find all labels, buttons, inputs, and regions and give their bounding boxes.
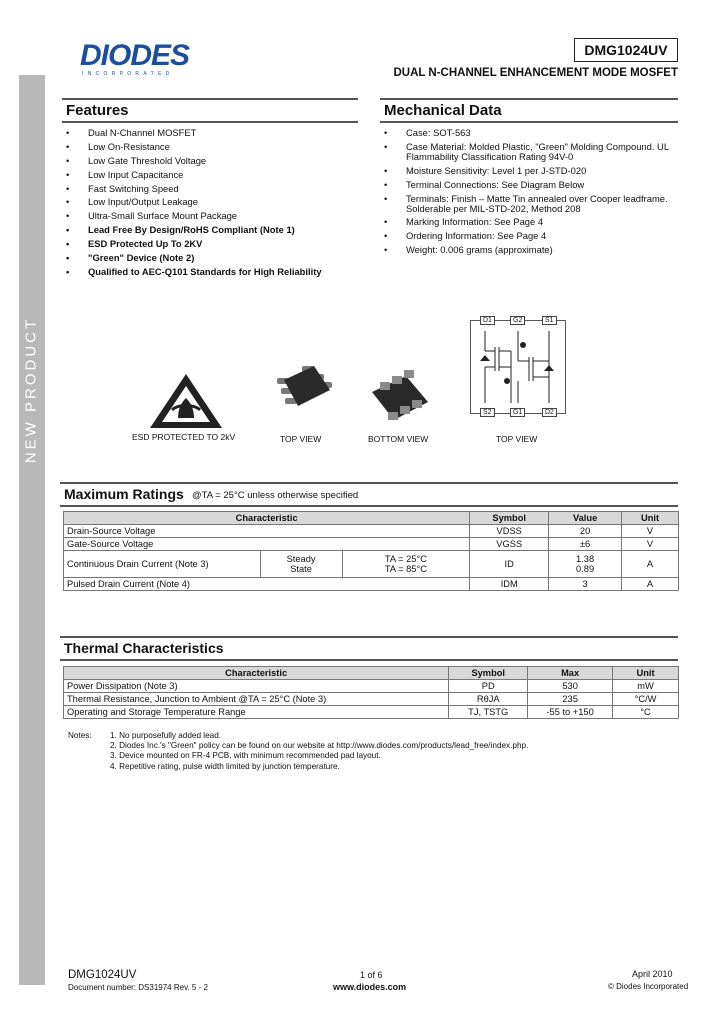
cell-value: 3 xyxy=(549,578,622,591)
state-line-1: Steady xyxy=(286,554,316,564)
feature-item: • Qualified to AEC-Q101 Standards for High Reliability xyxy=(66,267,366,277)
header-symbol: Symbol xyxy=(470,512,549,525)
mechanical-item: • Case Material: Molded Plastic, "Green" Molding Compound. UL Flammability Classification Rating 94V-0 xyxy=(384,142,684,162)
footer-document-number: Document number: DS31974 Rev. 5 - 2 xyxy=(68,983,208,992)
pin-label-s2: S2 xyxy=(480,408,495,417)
top-view-label: TOP VIEW xyxy=(280,434,322,444)
note-item: 3. Device mounted on FR-4 PCB, with minimum recommended pad layout. xyxy=(110,751,381,761)
mechanical-item: • Case: SOT-563 xyxy=(384,128,684,138)
table-header-row xyxy=(64,667,679,680)
cell-characteristic: Drain-Source Voltage xyxy=(64,525,470,538)
cell-unit: A xyxy=(622,578,679,591)
value-line-2: 0.89 xyxy=(576,564,595,574)
table-row xyxy=(64,578,679,591)
cell-characteristic: Continuous Drain Current (Note 3) xyxy=(64,551,261,578)
cell-symbol: PD xyxy=(449,680,528,693)
logo: DIODES xyxy=(80,39,190,72)
cell-symbol: ID xyxy=(470,551,549,578)
cell-unit: A xyxy=(622,551,679,578)
max-ratings-top-rule xyxy=(60,482,678,484)
cell-value: 235 xyxy=(528,693,613,706)
bottom-view-label: BOTTOM VIEW xyxy=(368,434,429,444)
cell-symbol: TJ, TSTG xyxy=(449,706,528,719)
footer-part-number: DMG1024UV xyxy=(68,969,137,981)
cell-value xyxy=(549,551,622,578)
cell-characteristic: Operating and Storage Temperature Range xyxy=(64,706,449,719)
feature-item: • Low Input Capacitance xyxy=(66,170,366,180)
table-header-row xyxy=(64,512,679,525)
table-row xyxy=(64,551,679,578)
sidebar-band xyxy=(19,75,45,985)
header-characteristic: Characteristic xyxy=(64,667,449,680)
feature-item: • Dual N-Channel MOSFET xyxy=(66,128,366,138)
pinout-schematic xyxy=(470,320,566,414)
esd-warning-icon xyxy=(148,372,224,432)
thermal-table xyxy=(63,666,679,719)
feature-item: • Low Input/Output Leakage xyxy=(66,197,366,207)
cell-characteristic: Thermal Resistance, Junction to Ambient @TA = 25°C (Note 3) xyxy=(64,693,449,706)
part-number-box: DMG1024UV xyxy=(574,38,678,62)
features-top-rule xyxy=(62,98,358,100)
header-value: Value xyxy=(549,512,622,525)
footer-page-number: 1 of 6 xyxy=(360,970,383,980)
cell-characteristic: Pulsed Drain Current (Note 4) xyxy=(64,578,470,591)
mechanical-item: • Ordering Information: See Page 4 xyxy=(384,231,684,241)
cell-value: 530 xyxy=(528,680,613,693)
feature-item: • Ultra-Small Surface Mount Package xyxy=(66,211,366,221)
table-row xyxy=(64,680,679,693)
cell-symbol: VDSS xyxy=(470,525,549,538)
esd-label: ESD PROTECTED TO 2kV xyxy=(132,432,236,442)
logo-subtext: INCORPORATED xyxy=(82,71,174,77)
pin-label-g1: G1 xyxy=(510,408,525,417)
pin-label-d2: D2 xyxy=(542,408,557,417)
mechanical-heading: Mechanical Data xyxy=(384,102,502,119)
pin-label-s1: S1 xyxy=(542,316,557,325)
mechanical-top-rule xyxy=(380,98,678,100)
feature-item: • Low On-Resistance xyxy=(66,142,366,152)
sidebar-label: NEW PRODUCT xyxy=(22,316,40,464)
pin-label-d1: D1 xyxy=(480,316,495,325)
mechanical-item: • Terminals: Finish – Matte Tin annealed over Cooper leadframe. Solderable per MIL-STD-202, Method 208 xyxy=(384,194,684,214)
thermal-heading: Thermal Characteristics xyxy=(64,640,224,656)
mechanical-item: • Marking Information: See Page 4 xyxy=(384,217,684,227)
mechanical-list xyxy=(384,128,684,259)
header-unit: Unit xyxy=(622,512,679,525)
package-bottom-view-image xyxy=(366,368,432,430)
feature-item: • Low Gate Threshold Voltage xyxy=(66,156,366,166)
state-line-2: State xyxy=(290,564,312,574)
mechanical-item: • Moisture Sensitivity: Level 1 per J-STD-020 xyxy=(384,166,684,176)
footer-copyright: © Diodes Incorporated xyxy=(608,982,689,991)
max-ratings-condition: @TA = 25°C unless otherwise specified xyxy=(192,490,359,501)
mechanical-item: • Terminal Connections: See Diagram Below xyxy=(384,180,684,190)
footer-website-link[interactable]: www.diodes.com xyxy=(333,982,407,992)
feature-item: • Lead Free By Design/RoHS Compliant (Note 1) xyxy=(66,225,366,235)
feature-item: • ESD Protected Up To 2KV xyxy=(66,239,366,249)
pin-label-g2: G2 xyxy=(510,316,525,325)
features-heading: Features xyxy=(66,102,129,119)
table-row xyxy=(64,538,679,551)
cell-symbol: IDM xyxy=(470,578,549,591)
cell-symbol: RθJA xyxy=(449,693,528,706)
note-item: 1. No purposefully added lead. xyxy=(110,731,222,740)
cell-unit: mW xyxy=(613,680,679,693)
value-line-1: 1.38 xyxy=(576,554,595,564)
cell-unit: V xyxy=(622,538,679,551)
features-list xyxy=(66,128,366,281)
cell-value: ±6 xyxy=(549,538,622,551)
max-ratings-bottom-rule xyxy=(60,505,678,507)
notes-list xyxy=(110,731,670,772)
temp-line-2: TA = 85°C xyxy=(384,564,427,574)
header-symbol: Symbol xyxy=(449,667,528,680)
table-row xyxy=(64,693,679,706)
header-max: Max xyxy=(528,667,613,680)
document-subtitle: DUAL N-CHANNEL ENHANCEMENT MODE MOSFET xyxy=(393,67,678,79)
max-ratings-heading: Maximum Ratings xyxy=(64,486,184,502)
cell-value: -55 to +150 xyxy=(528,706,613,719)
footer-date: April 2010 xyxy=(632,969,673,979)
feature-item: • "Green" Device (Note 2) xyxy=(66,253,366,263)
thermal-top-rule xyxy=(60,636,678,638)
note-item: 2. Diodes Inc.'s "Green" policy can be found on our website at http://www.diodes.com/products/lead_free/index.php. xyxy=(110,741,529,751)
header-unit: Unit xyxy=(613,667,679,680)
table-row xyxy=(64,706,679,719)
cell-value: 20 xyxy=(549,525,622,538)
table-row xyxy=(64,525,679,538)
cell-unit: °C/W xyxy=(613,693,679,706)
cell-state xyxy=(260,551,342,578)
max-ratings-table xyxy=(63,511,679,591)
mechanical-item: • Weight: 0.006 grams (approximate) xyxy=(384,245,684,255)
feature-item: • Fast Switching Speed xyxy=(66,184,366,194)
temp-line-1: TA = 25°C xyxy=(384,554,427,564)
thermal-bottom-rule xyxy=(60,659,678,661)
mosfet-schematic-icon xyxy=(471,321,565,413)
cell-unit: °C xyxy=(613,706,679,719)
notes-label: Notes: xyxy=(68,731,92,740)
note-item: 4. Repetitive rating, pulse width limited by junction temperature. xyxy=(110,761,340,771)
package-top-view-image xyxy=(272,360,336,418)
cell-temperature xyxy=(342,551,470,578)
schematic-label: TOP VIEW xyxy=(496,434,538,444)
features-bottom-rule xyxy=(62,121,358,123)
cell-symbol: VGSS xyxy=(470,538,549,551)
cell-unit: V xyxy=(622,525,679,538)
cell-characteristic: Gate-Source Voltage xyxy=(64,538,470,551)
mechanical-bottom-rule xyxy=(380,121,678,123)
cell-characteristic: Power Dissipation (Note 3) xyxy=(64,680,449,693)
header-characteristic: Characteristic xyxy=(64,512,470,525)
